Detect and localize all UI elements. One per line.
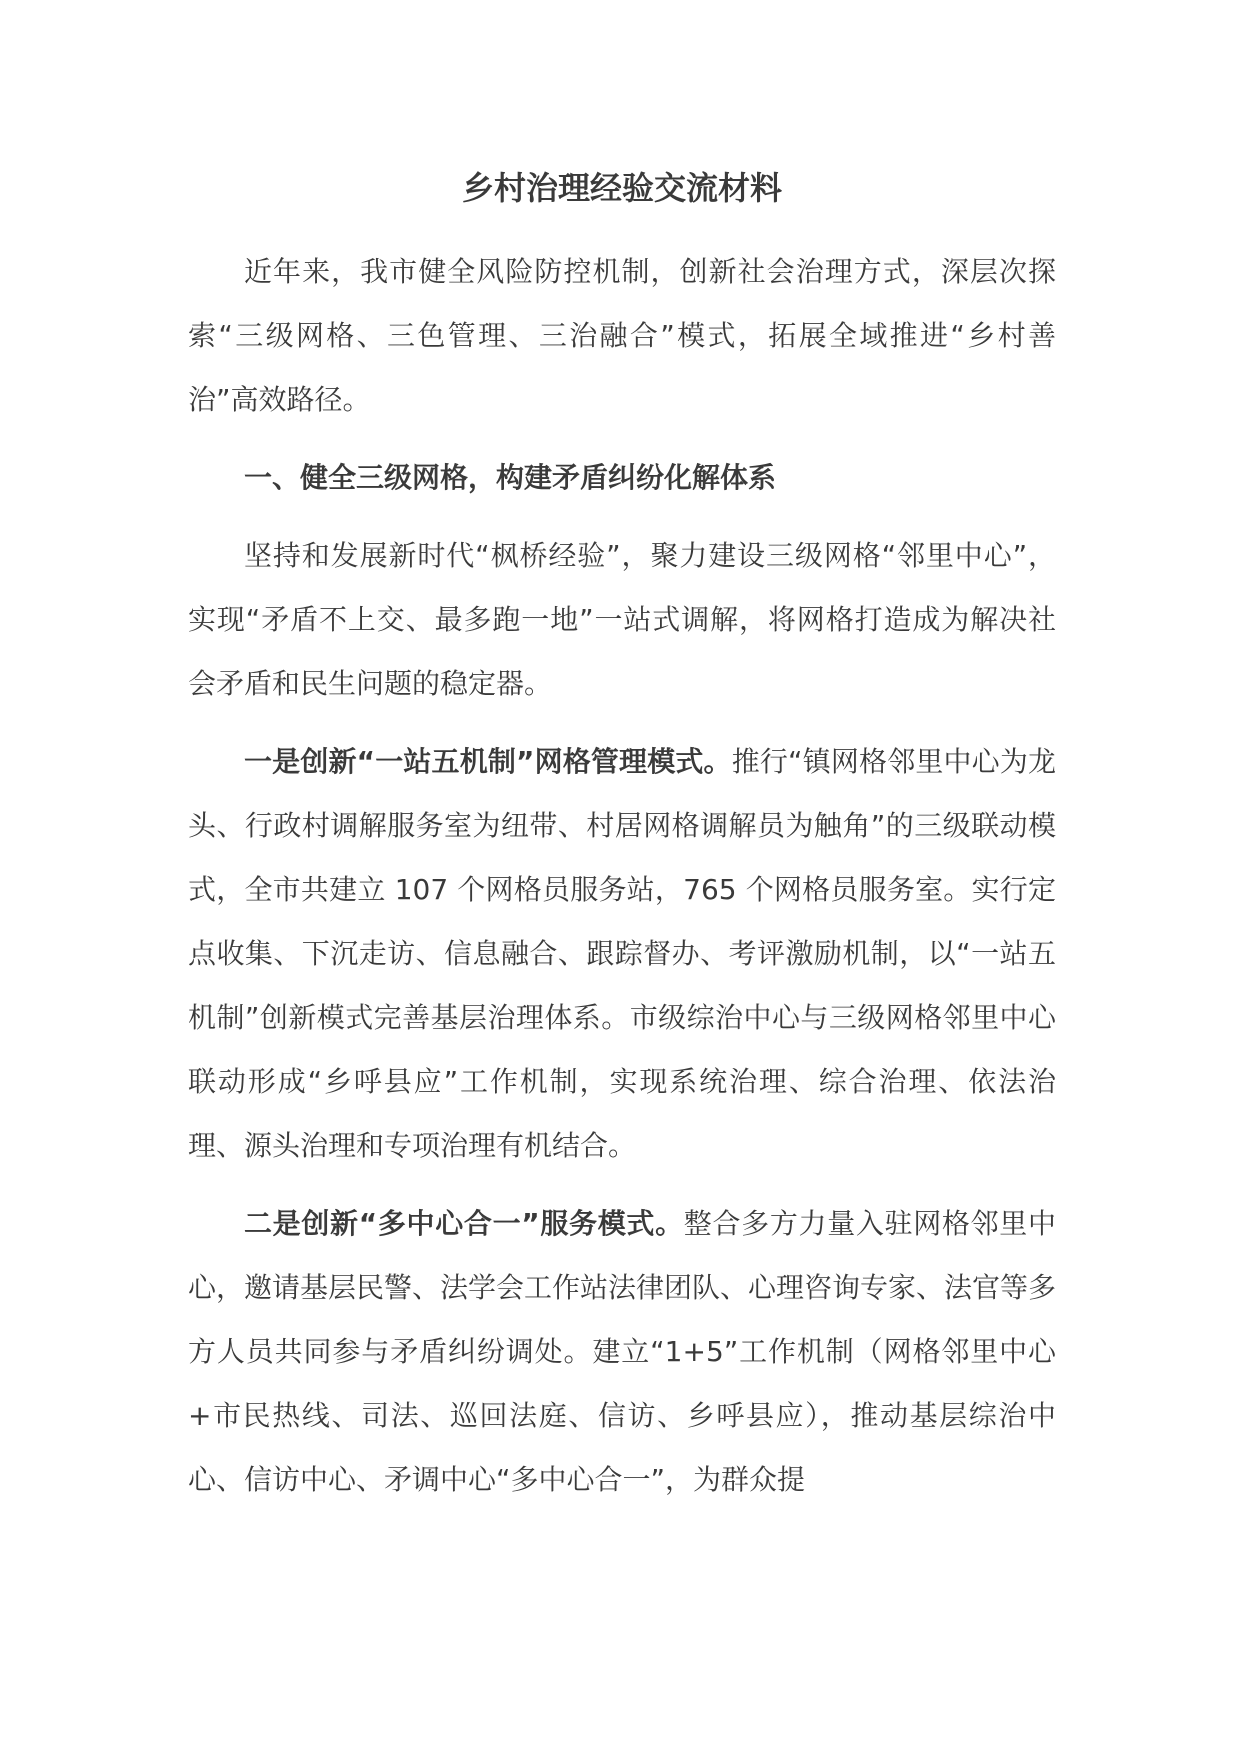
document-title: 乡村治理经验交流材料 [461,169,782,207]
item-text-2: 整合多方力量入驻网格邻里中心，邀请基层民警、法学会工作站法律团队、心理咨询专家、法官等多方人员共同参与矛盾纠纷调处。建立“1+5”工作机制（网格邻里中心+市民热线、司法、巡回法庭、信访、乡呼县应），推动基层综治中心、信访中心、矛调中心“多中心合一”，为群众提 [188,1207,1057,1496]
item-paragraph-1 [188,730,1056,1178]
section-heading: 一、健全三级网格，构建矛盾纠纷化解体系 [244,461,777,494]
document-body [188,168,1056,1526]
item-paragraph-2 [188,1192,1056,1512]
item-lead-1: 一是创新“一站五机制”网格管理模式。 [244,745,732,778]
item-lead-2: 二是创新“多中心合一”服务模式。 [244,1207,684,1240]
intro-paragraph: 近年来，我市健全风险防控机制，创新社会治理方式，深层次探索“三级网格、三色管理、三治融合”模式，拓展全域推进“乡村善治”高效路径。 [188,255,1056,416]
item-text-1: 推行“镇网格邻里中心为龙头、行政村调解服务室为纽带、村居网格调解员为触角”的三级联动模式，全市共建立 107 个网格员服务站，765 个网格员服务室。实行定点收集、下沉走访、信息融合、跟踪督办、考评激励机制，以“一站五机制”创新模式完善基层治理体系。市级综治中心与三级网格邻里中心联动形成“乡呼县应”工作机制，实现系统治理、综合治理、依法治理、源头治理和专项治理有机结合。 [188,745,1056,1162]
section-paragraph: 坚持和发展新时代“枫桥经验”，聚力建设三级网格“邻里中心”，实现“矛盾不上交、最多跑一地”一站式调解，将网格打造成为解决社会矛盾和民生问题的稳定器。 [188,539,1056,700]
